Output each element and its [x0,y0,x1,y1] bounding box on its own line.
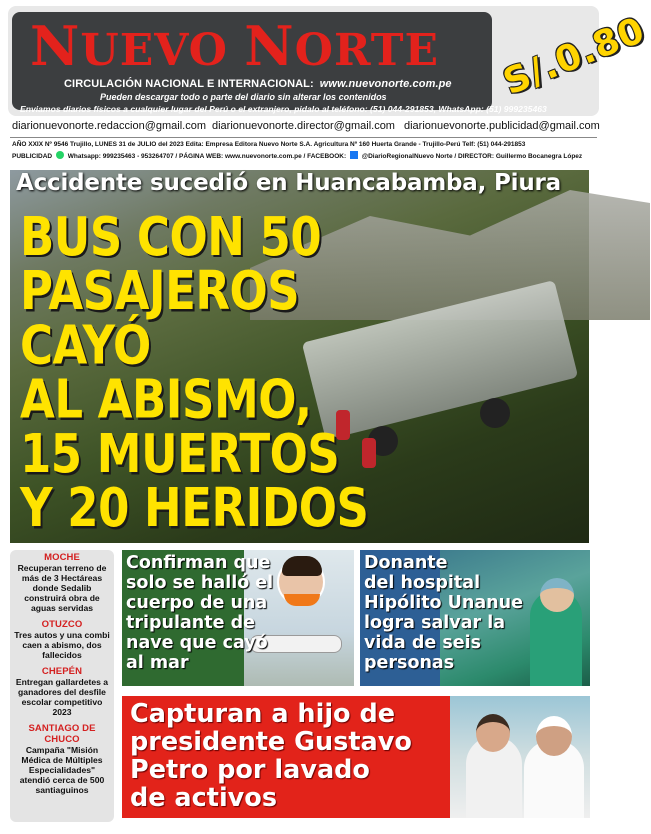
surgeon-head [540,578,574,612]
teaser-line: Donante [364,553,448,573]
headline-line: PASAJEROS [20,259,300,323]
circulation-label: CIRCULACIÓN NACIONAL E INTERNACIONAL: [64,78,314,90]
email-bar [12,120,600,136]
teaser-headline [364,553,523,673]
teaser-line: cuerpo de una [126,593,268,613]
person-head [536,716,572,756]
bus-wheel [480,398,510,428]
edition-info: AÑO XXIX Nº 9546 Trujillo, LUNES 31 de JULIO del 2023 Edita: Empresa Editora Nuevo Norte S.A. Agricultura Nº 160 Huerta Grande - Trujillo-Perú Telf: (51) 044-291853 [12,141,526,148]
director-name: Guillermo Bocanegra López [495,153,583,160]
sidebar-item-chepen[interactable] [10,666,114,717]
teaser-line: tripulante de [126,613,255,633]
facebook-label: FACEBOOK: [307,153,347,160]
main-headline [20,205,369,540]
teaser-line: Confirman que [126,553,271,573]
sidebar-item-text: Entregan gallardetes a ganadores del desfile escolar competitivo 2023 [15,677,109,717]
email-redaccion[interactable]: diarionuevonorte.redaccion@gmail.com [12,120,206,132]
sidebar-item-otuzco[interactable] [10,619,114,660]
teaser-headline [130,700,412,812]
teaser-line: Capturan a hijo de [130,699,395,729]
masthead-banner [12,12,547,114]
main-kicker: Accidente sucedió en Huancabamba, Piura [16,170,561,196]
pilot-hair [282,556,322,576]
masthead [8,6,651,116]
teaser-line: Petro por lavado [130,755,370,785]
teaser-line: al mar [126,653,189,673]
teaser-line: Hipólito Unanue [364,593,523,613]
whatsapp-numbers: Whatsapp: 999235463 - 953264707 / [67,153,178,160]
sidebar-item-moche[interactable] [10,552,114,613]
publicidad-label: PUBLICIDAD [12,153,53,160]
whatsapp-icon [56,151,64,159]
teaser-line: solo se halló el [126,573,274,593]
sidebar-item-santiago-de-chuco[interactable] [10,723,114,795]
headline-line: Y 20 HERIDOS [20,476,369,540]
teaser-line: del hospital [364,573,481,593]
teaser-line: presidente Gustavo [130,727,412,757]
sidebar-item-title: OTUZCO [41,619,83,630]
sidebar-item-title: CHEPÉN [41,666,83,677]
person-head [476,714,510,752]
shipping-info: Enviamos diarios físicos a cualquier lugar del Perú o el extranjero, pidalo al teléfono: (51) 044-291853, WhatsApp: (51) 999235463 [20,104,547,114]
teaser-line: vida de seis [364,633,482,653]
facebook-icon [350,151,358,159]
teaser-tripulante[interactable] [122,550,354,686]
newspaper-logo: NUEVO NORTE [30,14,440,78]
regional-news-sidebar [10,550,114,822]
main-story[interactable] [10,170,589,543]
director-label: DIRECTOR: [458,153,495,160]
email-publicidad[interactable]: diarionuevonorte.publicidad@gmail.com [404,120,600,132]
price-badge [496,9,651,104]
headline-line: CAYÓ [20,313,151,377]
sidebar-item-text: Campaña "Misión Médica de Múltiples Especialidades" atendió cerca de 500 santiaguinos [19,745,105,795]
circulation-line [64,78,452,90]
headline-line: AL ABISMO, [20,368,312,431]
website-link[interactable]: www.nuevonorte.com.pe [319,78,452,90]
teaser-donante[interactable] [360,550,590,686]
headline-line: BUS CON 50 [20,205,322,268]
facebook-handle[interactable]: @DiarioRegionalNuevo Norte / [361,153,457,160]
email-director[interactable]: diarionuevonorte.director@gmail.com [212,120,395,132]
headline-line: 15 MUERTOS [20,422,340,485]
web-label[interactable]: PÁGINA WEB: www.nuevonorte.com.pe / [179,153,306,160]
sidebar-item-text: Tres autos y una combi caen a abismo, dos fallecidos [14,630,110,660]
teaser-petro[interactable] [122,696,590,818]
price-label: S/.0.80 [497,9,651,104]
divider [10,137,597,138]
sidebar-item-text: Recuperan terreno de más de 3 Hectáreas donde Sedalib construirá obra de aguas servidas [17,563,107,613]
sidebar-item-title: SANTIAGO DE CHUCO [28,723,96,745]
download-disclaimer: Pueden descargar todo o parte del diario sin alterar los contenidos [100,92,387,102]
teaser-headline [126,553,273,673]
teaser-line: nave que cayó [126,633,268,653]
contact-info [12,151,582,160]
teaser-line: personas [364,653,455,673]
sidebar-item-title: MOCHE [44,552,80,563]
teaser-line: logra salvar la [364,613,506,633]
teaser-line: de activos [130,783,277,813]
